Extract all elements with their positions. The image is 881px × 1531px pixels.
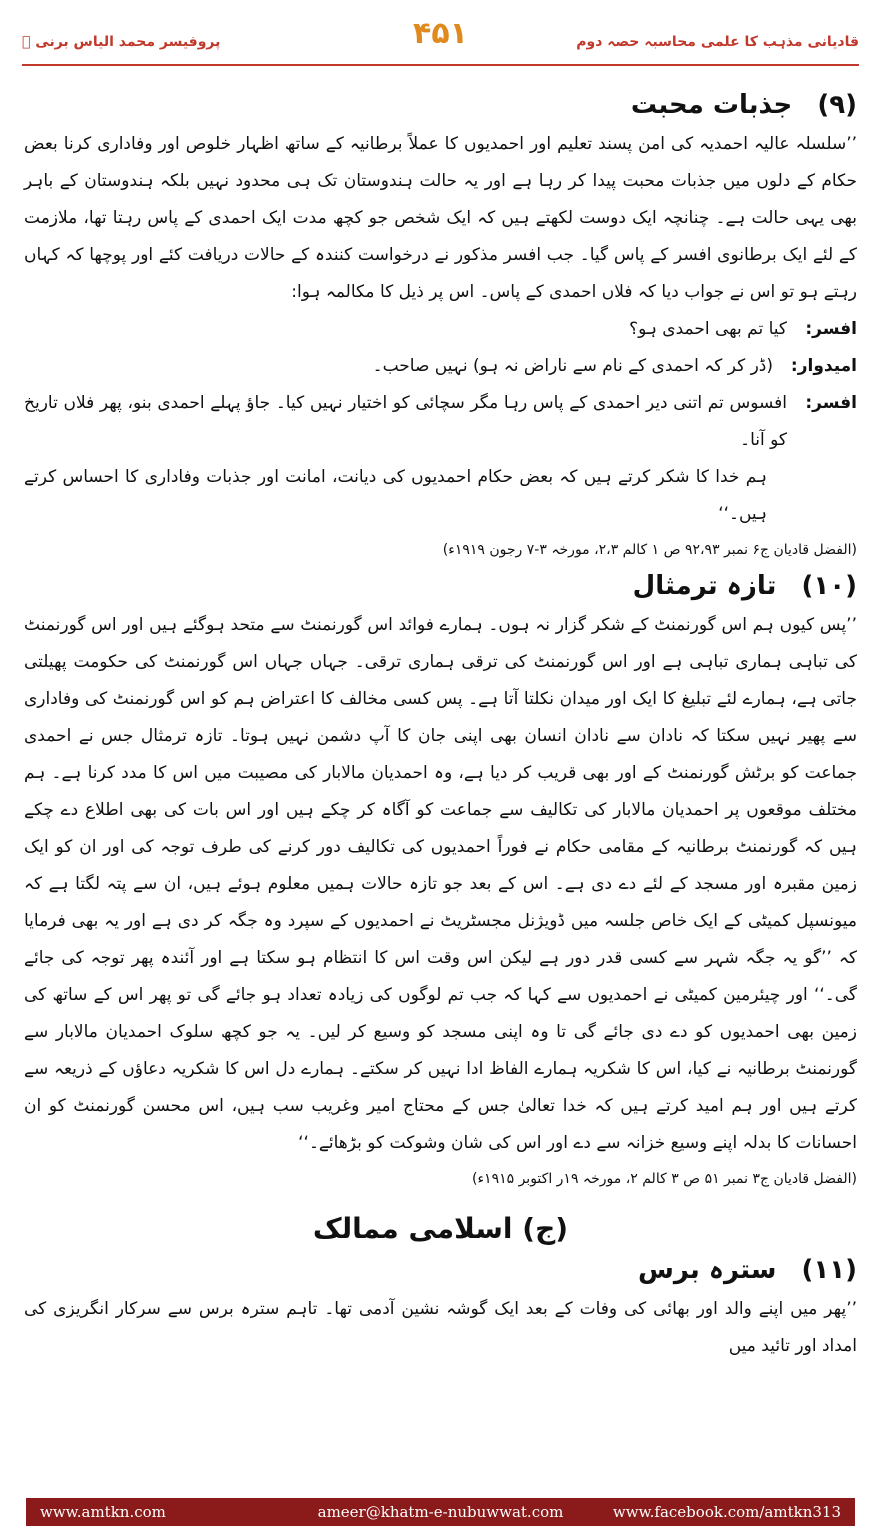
dialog-speaker: افسر: (805, 393, 857, 413)
dialog-line: کیا تم بھی احمدی ہو؟ (629, 319, 787, 339)
email-link[interactable]: ameer@khatm-e-nubuwwat.com (317, 1503, 564, 1521)
section-paragraph: ’’سلسلہ عالیہ احمدیہ کی امن پسند تعلیم اور احمدیوں کا عملاً برطانیہ کے ساتھ اظہار خلوص اور وفاداری کرنا بعض حکام کے دلوں میں جذبات محبت پیدا کر رہا ہے اور یہ حالت ہندوستان تک ہی محدود نہیں بلکہ ہندوستان کے باہر بھی یہی حالت ہے۔ چنانچہ ایک دوست لکھتے ہیں کہ ایک شخص جو کچھ مدت ایک احمدی کے پاس رہتا تھا، ملازمت کے لئے ایک برطانوی افسر کے پاس گیا۔ جب افسر مذکور نے درخواست کنندہ کے حالات دریافت کئے اور پوچھا کہ کہاں رہتے ہو تو اس نے جواب دیا کہ فلاں احمدی کے پاس۔ اس پر ذیل کا مکالمہ ہوا: (24, 134, 857, 302)
dialog-row (24, 385, 857, 459)
dialog-speaker: افسر: (805, 319, 857, 339)
citation: (الفضل قادیان ج۳ نمبر ۵۱ ص ۳ کالم ۲، مورخہ ۱۹ر اکتوبر ۱۹۱۵ء) (472, 1171, 857, 1187)
section-number: (۱۱) (801, 1255, 857, 1285)
section-closing: ہم خدا کا شکر کرتے ہیں کہ بعض حکام احمدیوں کی دیانت، امانت اور جذبات وفاداری کا احساس کرتے ہیں۔‘‘ (24, 467, 767, 524)
section-title: سترہ برس (637, 1255, 777, 1285)
dialog-row (24, 348, 857, 385)
dialog-speaker: امیدوار: (790, 356, 857, 376)
section-heading-9 (24, 90, 857, 120)
section-number: (۹) (817, 90, 857, 120)
section-number: (۱۰) (801, 571, 857, 601)
website-link[interactable]: www.amtkn.com (40, 1503, 166, 1521)
part-title: (ج) اسلامی ممالک (312, 1212, 569, 1245)
section-paragraph: ’’پس کیوں ہم اس گورنمنٹ کے شکر گزار نہ ہوں۔ ہمارے فوائد اس گورنمنٹ سے متحد ہوگئے ہیں اور اس گورنمنٹ کی تباہی ہماری تباہی ہے اور اس گورنمنٹ کی ترقی ہماری ترقی۔ جہاں جہاں اس گورنمنٹ کی حکومت پھیلتی جاتی ہے، ہمارے لئے تبلیغ کا ایک اور میدان نکلتا آتا ہے۔ پس کسی مخالف کا اعتراض ہم کو اس گورنمنٹ کی وفاداری سے پھیر نہیں سکتا کہ نادان سے نادان انسان بھی اپنی جان کا آپ دشمن نہیں ہوتا۔ تازہ ترمثال جس نے احمدی جماعت کو برٹش گورنمنٹ کے اور بھی قریب کر دیا ہے، وہ احمدیان مالابار کی مصیبت میں اس کا مدد کرنا ہے۔ ہم مختلف موقعوں پر احمدیان مالابار کی تکالیف سے جماعت کو آگاہ کر چکے ہیں اور اس بات کی بھی اطلاع دے چکے ہیں کہ گورنمنٹ برطانیہ کے مقامی حکام نے فوراً احمدیوں کی تکالیف دور کرنے کی طرف توجہ کی اور ان کو ایک زمین مقبرہ اور مسجد کے لئے دے دی ہے۔ اس کے بعد جو تازہ حالات ہمیں معلوم ہوئے ہیں، ان سے پتہ لگتا ہے کہ میونسپل کمیٹی کے ایک خاص جلسہ میں ڈویژنل مجسٹریٹ نے احمدیوں کے سپرد وہ جگہ کر دی ہے اور یہ بھی فرمایا کہ ’’گو یہ جگہ شہر سے کسی قدر دور ہے لیکن اس وقت اس کا انتظام ہو سکتا ہے اور آئندہ پھر توجہ کی جائے گی۔‘‘ اور چیئرمین کمیٹی نے احمدیوں سے کہا کہ جب تم لوگوں کی زیادہ تعداد ہو جائے گی تو پھر اس کے ساتھ کی زمین بھی احمدیوں کو دے دی جائے گی تا وہ اپنی مسجد کو وسیع کر لیں۔ یہ جو کچھ سلوک احمدیان مالابار سے گورنمنٹ برطانیہ نے کیا، اس کا شکریہ ہمارے الفاظ ادا نہیں کر سکتے۔ ہمارے دل اس کا شکریہ دعاؤں کے ذریعہ سے کرتے ہیں اور ہم امید کرتے ہیں کہ خدا تعالیٰ جس کے محتاج امیر وغریب سب ہیں، اس محسن گورنمنٹ کو ان احسانات کا بدلہ اپنے وسیع خزانہ سے دے اور اس کی شان وشوکت کو بڑھائے۔‘‘ (24, 615, 857, 1153)
section-title: جذبات محبت (630, 90, 793, 120)
dialog-line: (ڈر کر کہ احمدی کے نام سے ناراض نہ ہو) نہیں صاحب۔ (372, 356, 773, 376)
book-title: قادیانی مذہب کا علمی محاسبہ حصہ دوم (576, 34, 859, 50)
section-heading-10 (24, 571, 857, 601)
page-header (22, 14, 859, 64)
section-paragraph: ’’پھر میں اپنے والد اور بھائی کی وفات کے بعد ایک گوشہ نشین آدمی تھا۔ تاہم سترہ برس سے سرکار انگریزی کی امداد اور تائید میں (24, 1299, 857, 1356)
dialog-block (24, 311, 857, 459)
page-footer (26, 1498, 855, 1526)
dialog-row (24, 311, 857, 348)
header-divider (22, 64, 859, 66)
page-number: ۴۵۱ (413, 16, 468, 51)
facebook-link[interactable]: www.facebook.com/amtkn313 (612, 1503, 841, 1521)
section-heading-11 (24, 1255, 857, 1285)
dialog-line: افسوس تم اتنی دیر احمدی کے پاس رہا مگر سچائی کو اختیار نہیں کیا۔ جاؤ پہلے احمدی بنو، پھر فلاں تاریخ کو آنا۔ (24, 393, 787, 450)
section-title: تازہ ترمثال (632, 571, 777, 601)
citation: (الفضل قادیان ج۶ نمبر ۹۲،۹۳ ص ۱ کالم ۲،۳، مورخہ ۳-۷ رجون ۱۹۱۹ء) (442, 542, 857, 558)
page-body (24, 86, 857, 1365)
author-name: پروفیسر محمد الیاس برنی ﷫ (22, 34, 221, 50)
